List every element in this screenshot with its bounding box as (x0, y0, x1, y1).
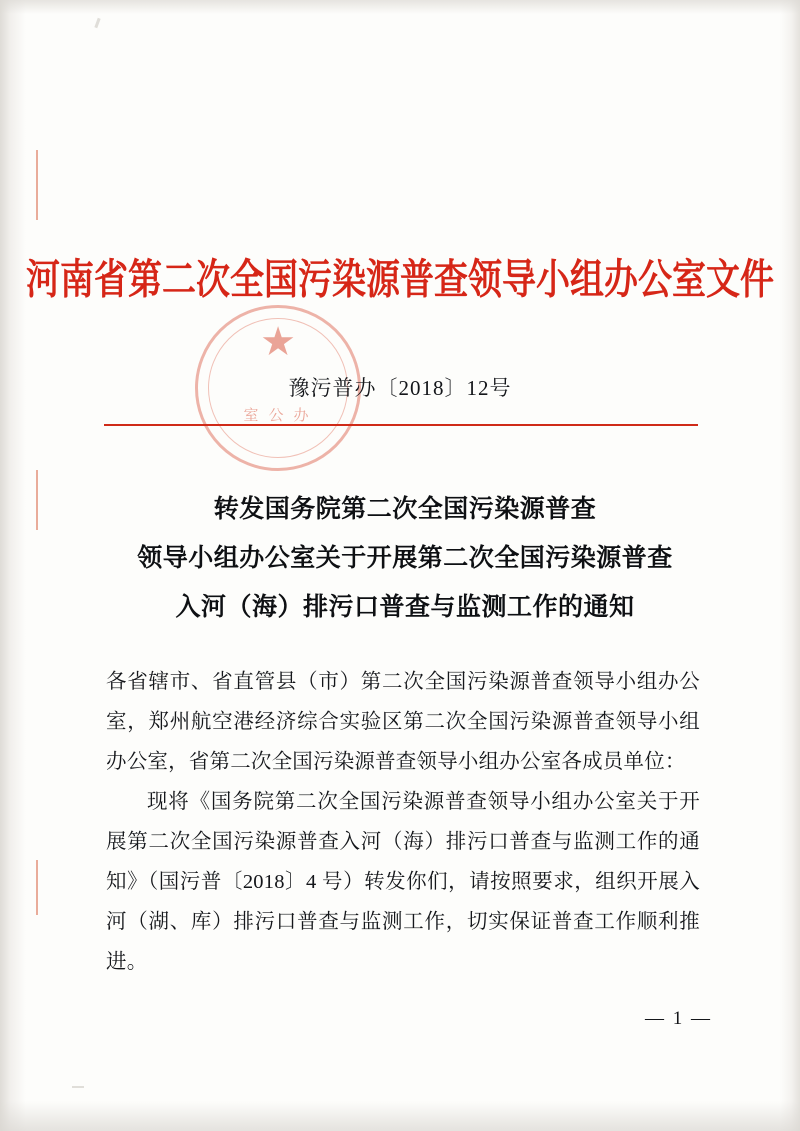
red-divider (104, 424, 698, 426)
document-body (106, 662, 700, 982)
scan-fold-mark (36, 470, 38, 530)
document-title (100, 485, 710, 632)
masthead-title: 河南省第二次全国污染源普查领导小组办公室文件 (26, 256, 774, 304)
scan-fold-mark (36, 860, 38, 915)
document-title-line: 领导小组办公室关于开展第二次全国污染源普查 (137, 545, 673, 572)
body-paragraph: 各省辖市、省直管县（市）第二次全国污染源普查领导小组办公室，郑州航空港经济综合实验区第二次全国污染源普查领导小组办公室，省第二次全国污染源普查领导小组办公室各成员单位： (106, 671, 700, 773)
scan-speck (94, 18, 100, 28)
scan-edge-right (780, 0, 800, 1131)
body-paragraph: 现将《国务院第二次全国污染源普查领导小组办公室关于开展第二次全国污染源普查入河（海）排污口普查与监测工作的通知》（国污普〔2018〕4 号）转发你们，请按照要求，组织开展入河（湖、库）排污口普查与监测工作，切实保证普查工作顺利推进。 (106, 791, 700, 973)
seal-text: 室公办 (243, 407, 319, 424)
official-seal-icon: ★ 室公办 (195, 305, 361, 471)
scan-edge-top (0, 0, 800, 14)
scan-fold-mark (36, 150, 38, 220)
page-number: — 1 — (645, 1008, 712, 1029)
scan-edge-bottom (0, 1101, 800, 1131)
document-title-line: 转发国务院第二次全国污染源普查 (213, 496, 597, 523)
masthead (0, 256, 800, 304)
scan-edge-left (0, 0, 26, 1131)
document-number: 豫污普办〔2018〕12号 (288, 376, 512, 400)
document-title-line: 入河（海）排污口普查与监测工作的通知 (175, 594, 635, 621)
scan-speck (72, 1086, 84, 1088)
